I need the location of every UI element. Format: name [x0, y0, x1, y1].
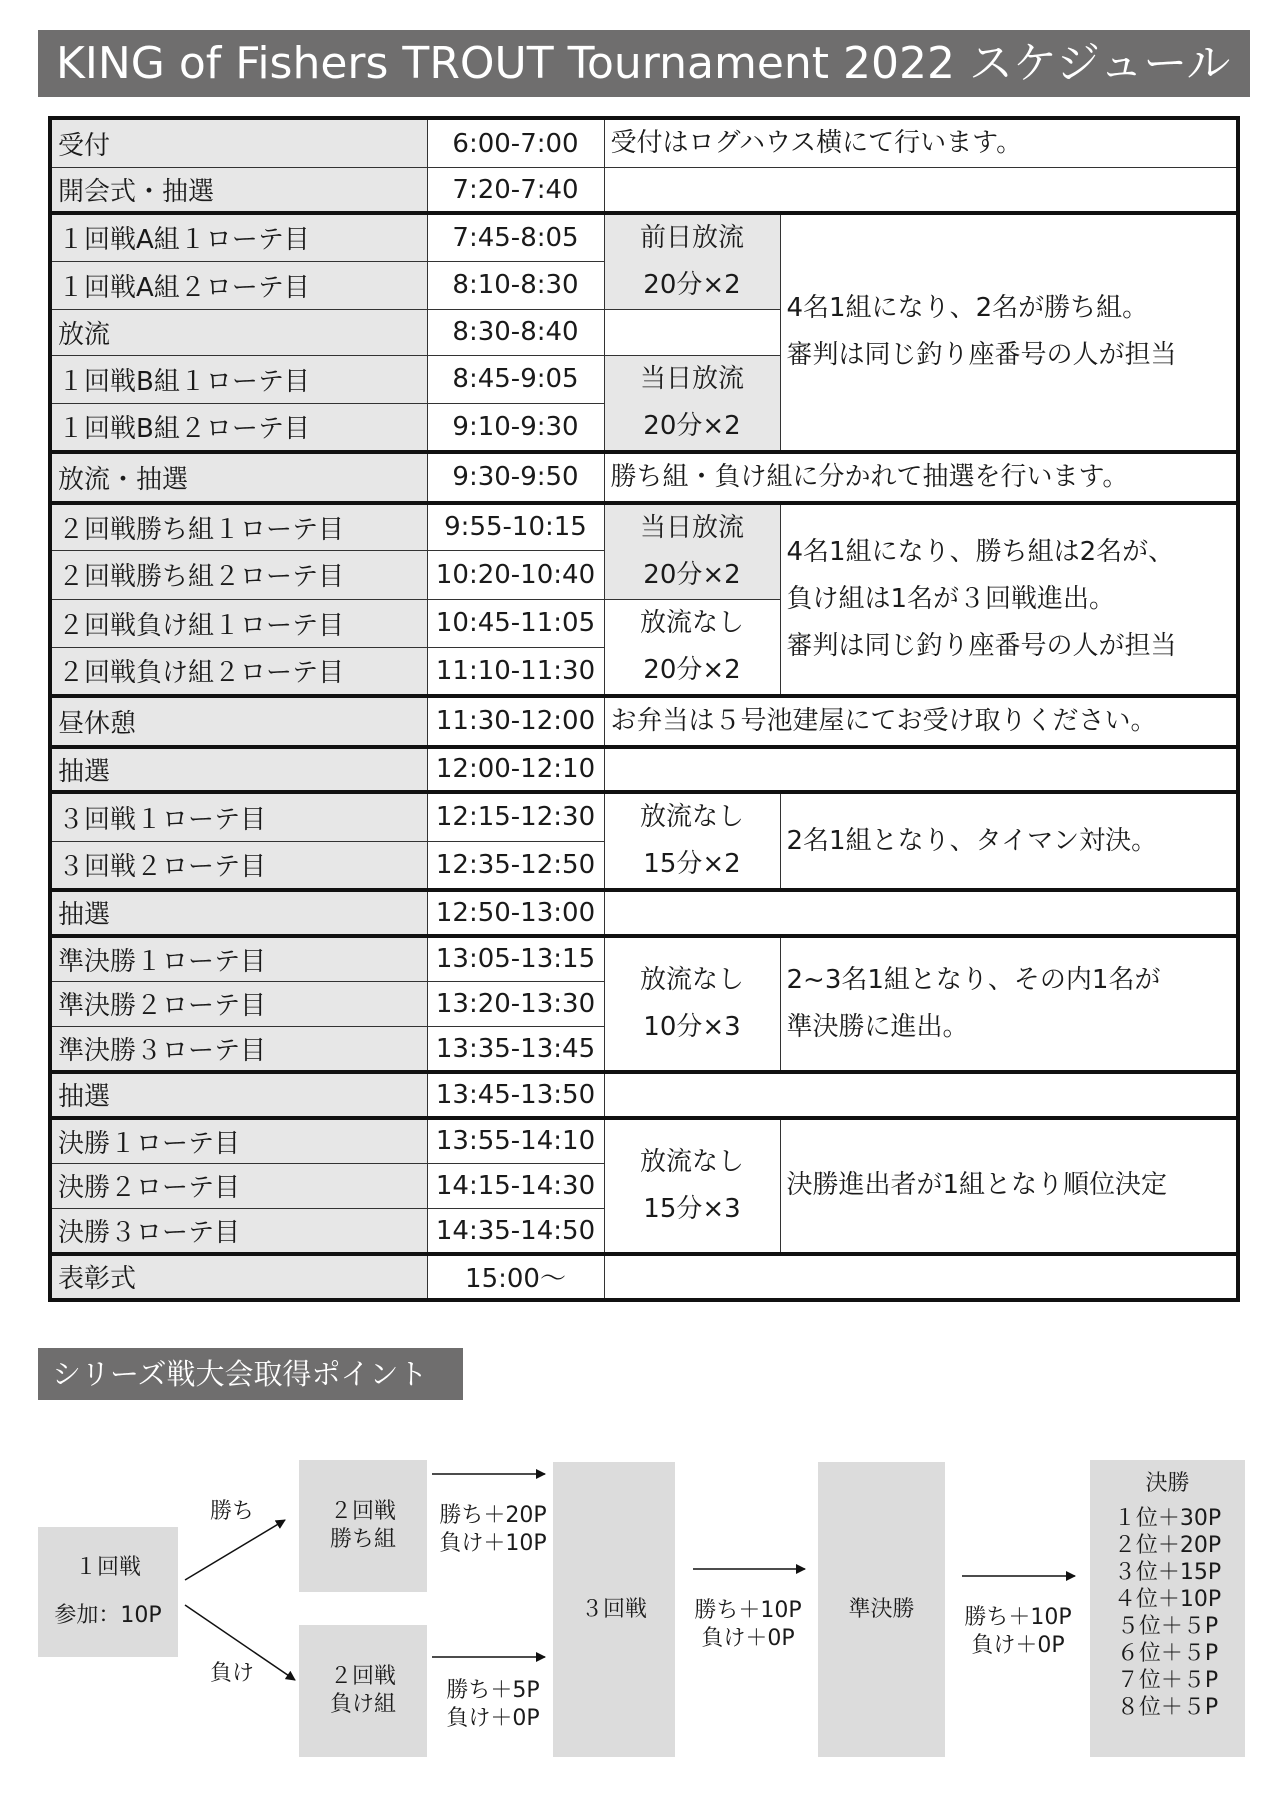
- time-cell: 14:15-14:30: [427, 1163, 604, 1209]
- event-cell: １回戦B組２ローテ目: [50, 403, 427, 451]
- round2-win-box: [299, 1460, 427, 1592]
- final-rank: ７位＋５P: [1116, 1668, 1219, 1693]
- event-cell: ２回戦勝ち組１ローテ目: [50, 503, 427, 551]
- time-cell: 7:20-7:40: [427, 168, 604, 214]
- arrow-win: [185, 1520, 285, 1580]
- semifinal-box: [818, 1462, 945, 1757]
- event-cell: １回戦B組１ローテ目: [50, 355, 427, 403]
- final-rank: ５位＋５P: [1116, 1614, 1219, 1639]
- round2-lose-line1: ２回戦: [329, 1664, 396, 1689]
- event-cell: 表彰式: [50, 1254, 427, 1300]
- round1-box: [38, 1527, 178, 1657]
- rule-cell: 当日放流 20分×2: [604, 355, 780, 452]
- time-cell: 12:00-12:10: [427, 747, 604, 793]
- event-cell: 開会式・抽選: [50, 168, 427, 214]
- time-cell: 13:35-13:45: [427, 1027, 604, 1073]
- event-cell: 抽選: [50, 747, 427, 793]
- time-cell: 13:45-13:50: [427, 1072, 604, 1118]
- note-cell: 4名1組になり、勝ち組は2名が、 負け組は1名が３回戦進出。 審判は同じ釣り座番号の人が担当: [780, 503, 1238, 696]
- event-cell: ３回戦２ローテ目: [50, 841, 427, 890]
- time-cell: 12:50-13:00: [427, 890, 604, 936]
- note-cell: 2名1組となり、タイマン対決。: [780, 792, 1238, 890]
- time-cell: 11:30-12:00: [427, 696, 604, 747]
- final-box: [1090, 1460, 1245, 1757]
- final-rank: １位＋30P: [1113, 1506, 1222, 1531]
- final-title: 決勝: [1145, 1471, 1190, 1496]
- time-cell: 8:10-8:30: [427, 261, 604, 309]
- note-cell: 受付はログハウス横にて行います。: [604, 118, 1238, 168]
- time-cell: 9:30-9:50: [427, 452, 604, 503]
- rule-cell: 当日放流 20分×2: [604, 503, 780, 600]
- time-cell: 13:55-14:10: [427, 1118, 604, 1164]
- note-cell: お弁当は５号池建屋にてお受け取りください。: [604, 696, 1238, 747]
- event-cell: 放流・抽選: [50, 452, 427, 503]
- time-cell: 15:00〜: [427, 1254, 604, 1300]
- final-rank: ３位＋15P: [1113, 1560, 1222, 1585]
- event-cell: １回戦A組１ローテ目: [50, 213, 427, 261]
- event-cell: ２回戦勝ち組２ローテ目: [50, 551, 427, 599]
- event-cell: 準決勝１ローテ目: [50, 936, 427, 982]
- time-cell: 12:35-12:50: [427, 841, 604, 890]
- round2-win-points: 勝ち＋20P 負け＋10P: [439, 1503, 547, 1556]
- note-cell: 4名1組になり、2名が勝ち組。 審判は同じ釣り座番号の人が担当: [780, 213, 1238, 452]
- round3-points: 勝ち＋10P 負け＋0P: [694, 1598, 802, 1651]
- time-cell: 11:10-11:30: [427, 647, 604, 695]
- final-rank: ２位＋20P: [1113, 1533, 1222, 1558]
- time-cell: 10:45-11:05: [427, 599, 604, 647]
- event-cell: 抽選: [50, 1072, 427, 1118]
- win-label: 勝ち: [210, 1499, 255, 1524]
- round1-points: 参加：10P: [54, 1603, 162, 1628]
- final-rank: ６位＋５P: [1116, 1641, 1219, 1666]
- event-cell: ２回戦負け組２ローテ目: [50, 647, 427, 695]
- round2-lose-line2: 負け組: [329, 1692, 396, 1717]
- rule-cell: 前日放流 20分×2: [604, 213, 780, 310]
- round1-title: １回戦: [74, 1555, 141, 1580]
- event-cell: 準決勝３ローテ目: [50, 1027, 427, 1073]
- round2-lose-box: [299, 1625, 427, 1757]
- note-cell: 2~3名1組となり、その内1名が 準決勝に進出。: [780, 936, 1238, 1073]
- event-cell: 準決勝２ローテ目: [50, 981, 427, 1027]
- semifinal-points: 勝ち＋10P 負け＋0P: [964, 1605, 1072, 1658]
- event-cell: 放流: [50, 310, 427, 356]
- round2-lose-points: 勝ち＋5P 負け＋0P: [446, 1678, 540, 1731]
- event-cell: ３回戦１ローテ目: [50, 792, 427, 841]
- note-cell: 決勝進出者が1組となり順位決定: [780, 1118, 1238, 1255]
- event-cell: ２回戦負け組１ローテ目: [50, 599, 427, 647]
- time-cell: 6:00-7:00: [427, 118, 604, 168]
- round2-win-line1: ２回戦: [329, 1499, 396, 1524]
- time-cell: 12:15-12:30: [427, 792, 604, 841]
- event-cell: 決勝３ローテ目: [50, 1209, 427, 1255]
- time-cell: 7:45-8:05: [427, 213, 604, 261]
- time-cell: 13:20-13:30: [427, 981, 604, 1027]
- event-cell: 受付: [50, 118, 427, 168]
- round3-title: ３回戦: [580, 1596, 647, 1622]
- round2-win-line2: 勝ち組: [329, 1527, 396, 1552]
- lose-label: 負け: [210, 1661, 255, 1686]
- time-cell: 9:55-10:15: [427, 503, 604, 551]
- final-rank: ８位＋５P: [1116, 1695, 1219, 1720]
- page-title: KING of Fishers TROUT Tournament 2022 スケジュール: [38, 30, 1250, 97]
- rule-cell: 放流なし 10分×3: [604, 936, 780, 1073]
- rule-cell: 放流なし 15分×2: [604, 792, 780, 890]
- event-cell: 決勝１ローテ目: [50, 1118, 427, 1164]
- time-cell: 14:35-14:50: [427, 1209, 604, 1255]
- event-cell: １回戦A組２ローテ目: [50, 261, 427, 309]
- time-cell: 13:05-13:15: [427, 936, 604, 982]
- event-cell: 昼休憩: [50, 696, 427, 747]
- semifinal-title: 準決勝: [848, 1596, 915, 1622]
- round3-box: [553, 1462, 675, 1757]
- time-cell: 8:45-9:05: [427, 355, 604, 403]
- time-cell: 10:20-10:40: [427, 551, 604, 599]
- event-cell: 抽選: [50, 890, 427, 936]
- time-cell: 8:30-8:40: [427, 310, 604, 356]
- time-cell: 9:10-9:30: [427, 403, 604, 451]
- final-rank: ４位＋10P: [1113, 1587, 1222, 1612]
- note-cell: 勝ち組・負け組に分かれて抽選を行います。: [604, 452, 1238, 503]
- points-heading: シリーズ戦大会取得ポイント: [38, 1348, 463, 1400]
- rule-cell: 放流なし 15分×3: [604, 1118, 780, 1255]
- event-cell: 決勝２ローテ目: [50, 1163, 427, 1209]
- rule-cell: 放流なし 20分×2: [604, 599, 780, 696]
